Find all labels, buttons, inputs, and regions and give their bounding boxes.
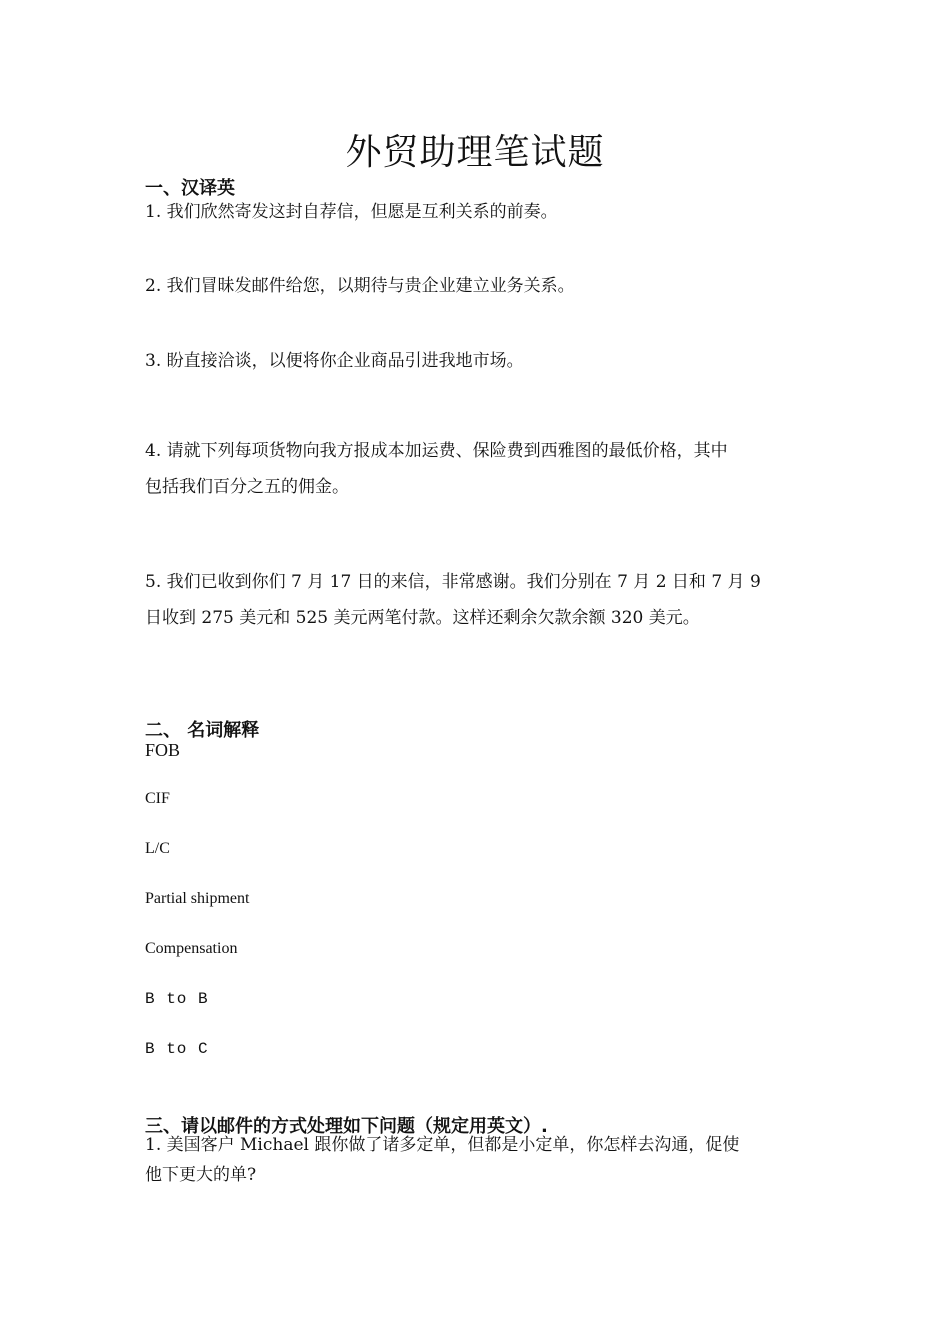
translation-item-5-line1: 5. 我们已收到你们 7 月 17 日的来信，非常感谢。我们分别在 7 月 2 日和 7 月 9 — [145, 572, 761, 592]
section-heading-email: 三、请以邮件的方式处理如下问题（规定用英文）. — [145, 1116, 548, 1137]
term-b-to-c: B to C — [145, 1040, 209, 1058]
translation-item-4-line1: 4. 请就下列每项货物向我方报成本加运费、保险费到西雅图的最低价格，其中 — [145, 441, 728, 461]
section-heading-translation: 一、汉译英 — [145, 178, 235, 199]
translation-item-1: 1. 我们欣然寄发这封自荐信，但愿是互利关系的前奏。 — [145, 202, 558, 222]
translation-item-4-line2: 包括我们百分之五的佣金。 — [145, 477, 349, 497]
term-compensation: Compensation — [145, 940, 238, 957]
term-b-to-b: B to B — [145, 990, 209, 1008]
term-cif: CIF — [145, 790, 170, 807]
translation-item-2: 2. 我们冒昧发邮件给您，以期待与贵企业建立业务关系。 — [145, 276, 575, 296]
translation-item-3: 3. 盼直接洽谈，以便将你企业商品引进我地市场。 — [145, 351, 524, 371]
email-question-1-line2: 他下更大的单? — [145, 1165, 257, 1185]
term-lc: L/C — [145, 840, 170, 857]
email-question-1-line1: 1. 美国客户 Michael 跟你做了诸多定单，但都是小定单，你怎样去沟通，促使 — [145, 1135, 740, 1155]
translation-item-5-line2: 日收到 275 美元和 525 美元两笔付款。这样还剩余欠款余额 320 美元。 — [145, 608, 700, 628]
term-fob: FOB — [145, 740, 181, 760]
term-partial-shipment: Partial shipment — [145, 890, 250, 907]
document-title: 外贸助理笔试题 — [345, 132, 605, 173]
section-heading-terms: 二、 名词解释 — [145, 720, 260, 741]
